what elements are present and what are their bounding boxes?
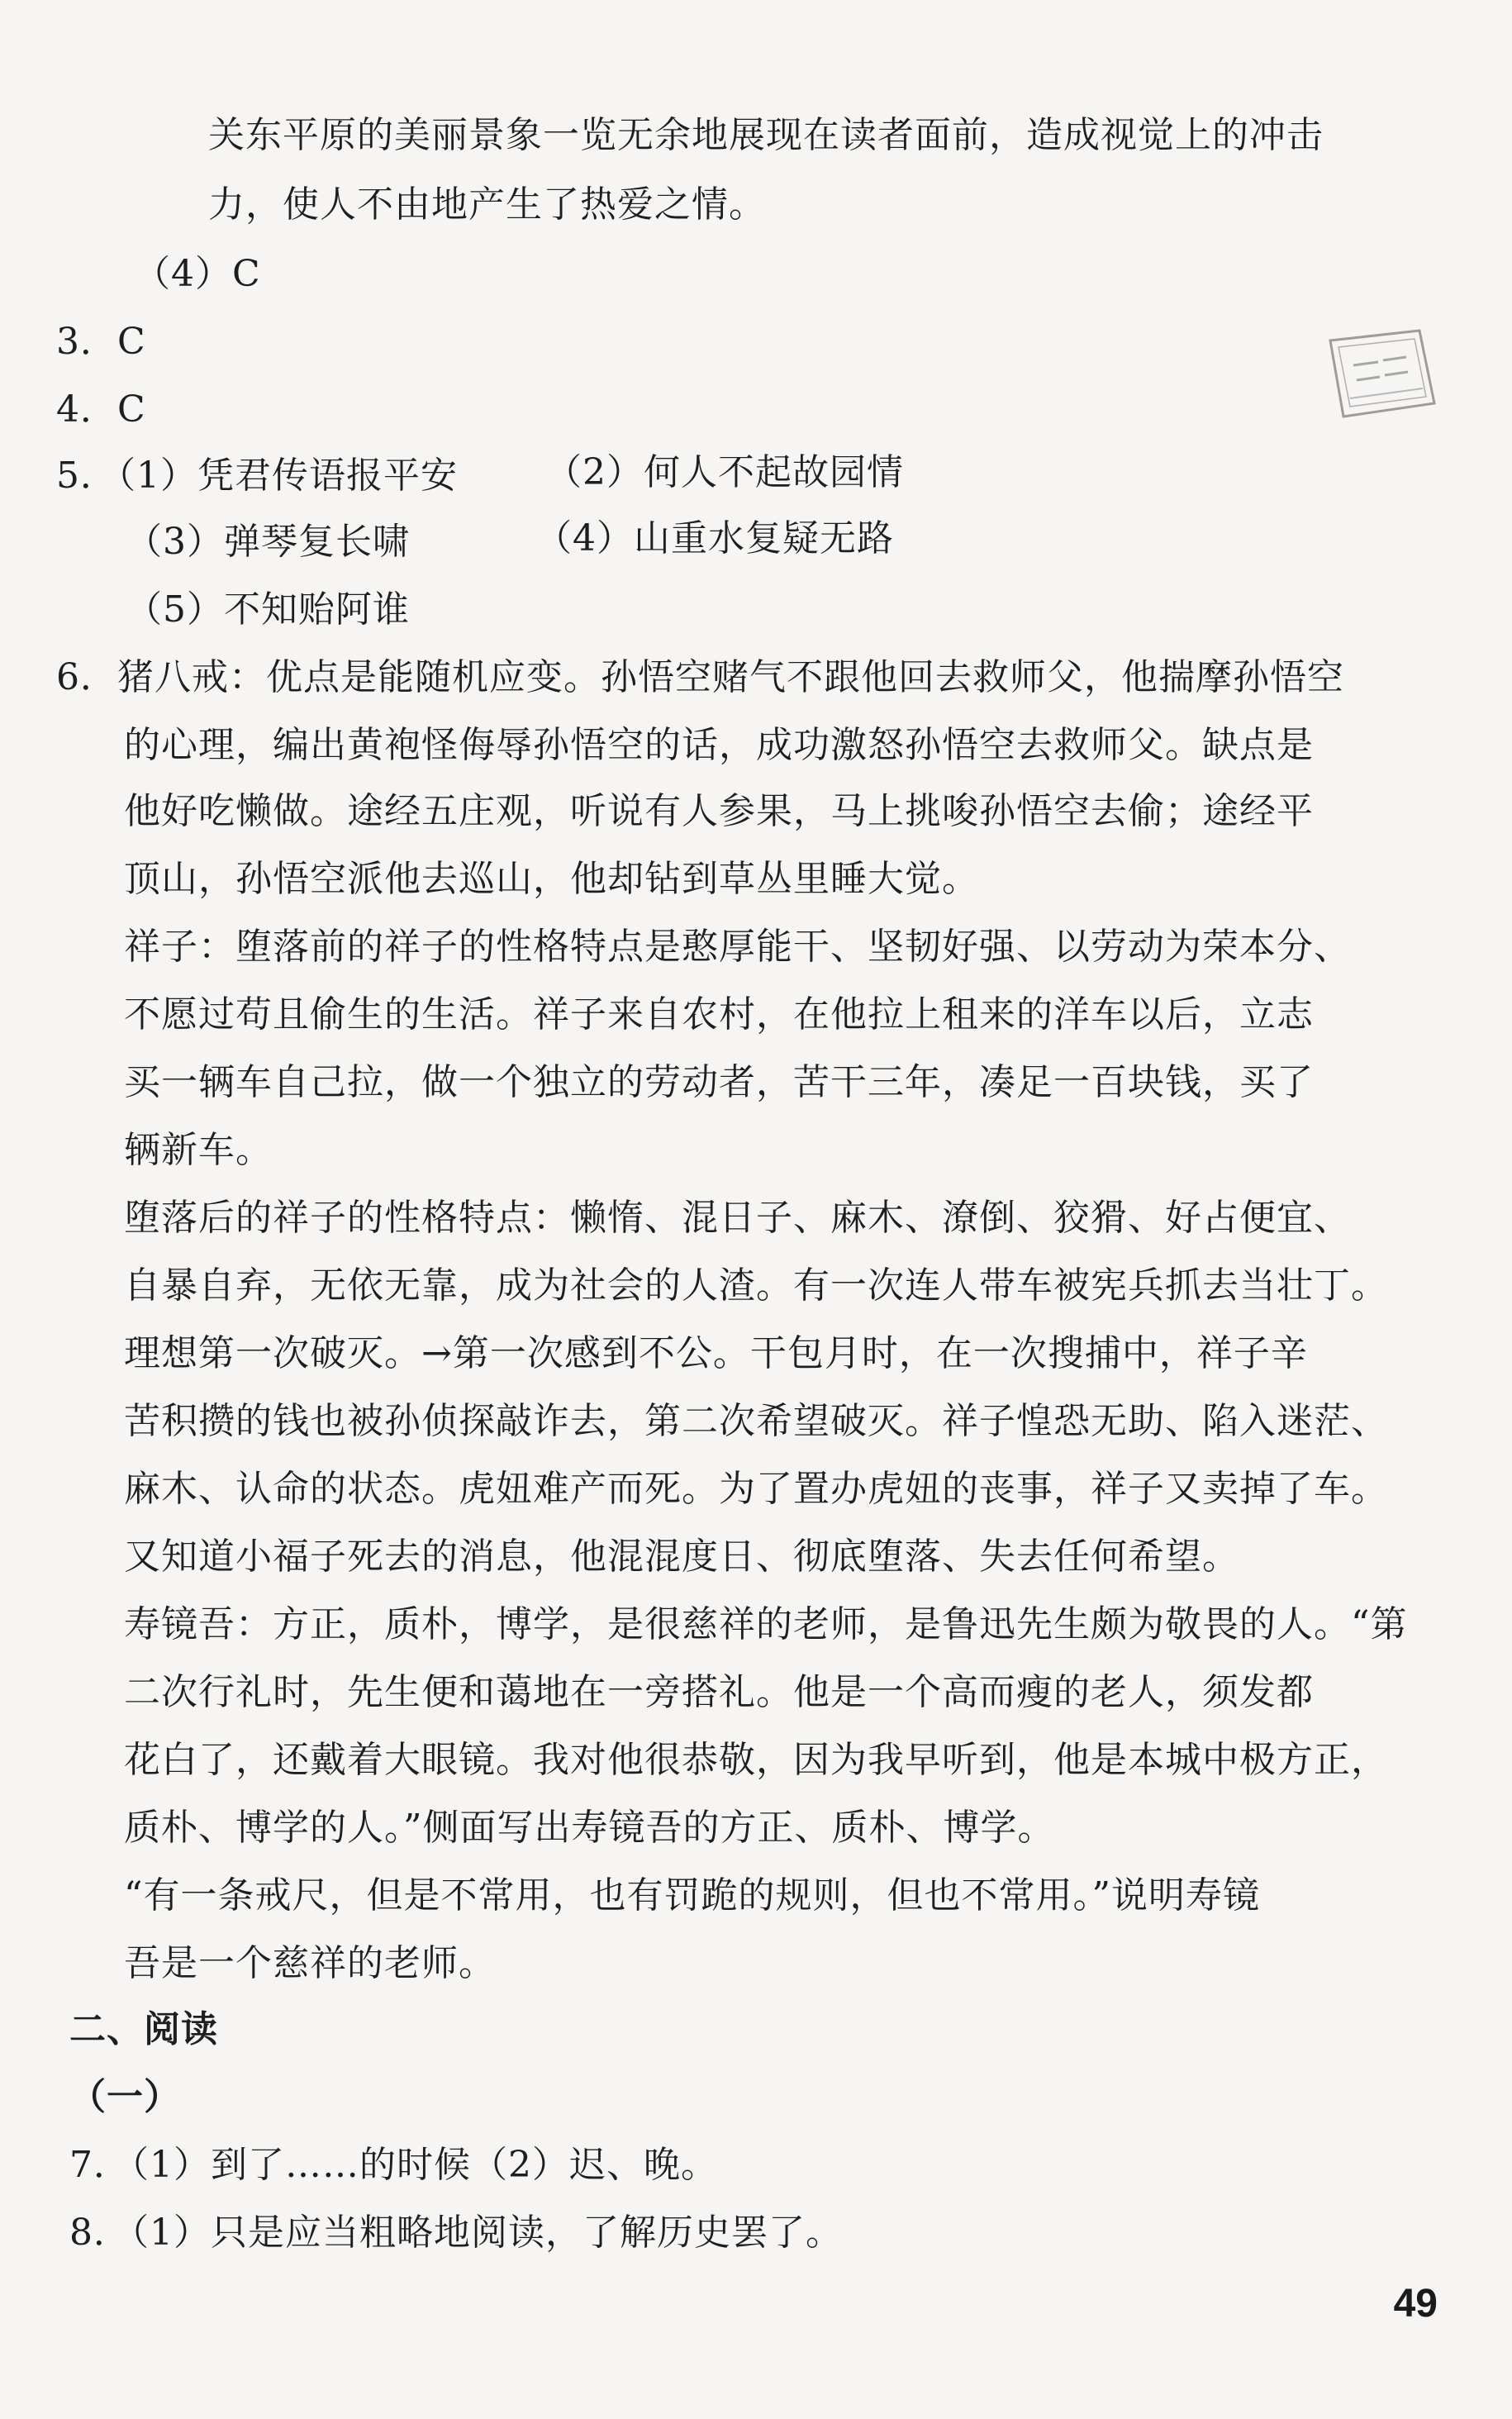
text-line: 又知道小福子死去的消息，他混混度日、彻底堕落、失去任何希望。 <box>124 1536 1239 1578</box>
answer-item: 5．（1）凭君传语报平安 <box>56 455 458 497</box>
text-line: 寿镜吾：方正，质朴，博学，是很慈祥的老师，是鲁迅先生颇为敬畏的人。“第 <box>124 1603 1408 1645</box>
answer-item: （3）弹琴复长啸 <box>126 521 410 563</box>
text-line: 麻木、认命的状态。虎妞难产而死。为了置办虎妞的丧事，祥子又卖掉了车。 <box>124 1468 1388 1510</box>
text-line: 顶山，孙悟空派他去巡山，他却钻到草丛里睡大觉。 <box>124 858 979 900</box>
text-line: “有一条戒尺，但是不常用，也有罚跪的规则，但也不常用。”说明寿镜 <box>124 1874 1260 1917</box>
answer-item: 4．C <box>56 388 146 431</box>
answer-item: 8．（1）只是应当粗略地阅读，了解历史罢了。 <box>69 2212 843 2254</box>
answer-item: （5）不知贻阿谁 <box>126 588 410 631</box>
section-heading: 二、阅读 <box>69 2008 218 2050</box>
answer-item: （4）C <box>134 253 261 295</box>
text-line: 自暴自弃，无依无靠，成为社会的人渣。有一次连人带车被宪兵抓去当壮丁。 <box>124 1264 1388 1307</box>
text-line: 质朴、博学的人。”侧面写出寿镜吾的方正、质朴、博学。 <box>124 1807 1055 1849</box>
text-line: 买一辆车自己拉，做一个独立的劳动者，苦干三年，凑足一百块钱，买了 <box>124 1061 1314 1103</box>
text-line: 辆新车。 <box>124 1129 273 1171</box>
text-line: 不愿过苟且偷生的生活。祥子来自农村，在他拉上租来的洋车以后，立志 <box>124 993 1314 1036</box>
text-line: 花白了，还戴着大眼镜。我对他很恭敬，因为我早听到，他是本城中极方正， <box>124 1739 1388 1781</box>
text-line: 力，使人不由地产生了热爱之情。 <box>208 183 766 226</box>
answer-item: 6．猪八戒：优点是能随机应变。孙悟空赌气不跟他回去救师父，他揣摩孙悟空 <box>56 656 1344 698</box>
subsection-heading: （一） <box>69 2076 181 2118</box>
text-line: 他好吃懒做。途经五庄观，听说有人参果，马上挑唆孙悟空去偷；途经平 <box>124 790 1314 832</box>
answer-item: （2）何人不起故园情 <box>545 451 904 493</box>
text-line: 理想第一次破灭。→第一次感到不公。干包月时，在一次搜捕中，祥子辛 <box>124 1332 1308 1374</box>
text-line: 关东平原的美丽景象一览无余地展现在读者面前，造成视觉上的冲击 <box>208 114 1324 156</box>
text-line: 堕落后的祥子的性格特点：懒惰、混日子、麻木、潦倒、狡猾、好占便宜、 <box>124 1197 1351 1239</box>
text-line: 二次行礼时，先生便和蔼地在一旁搭礼。他是一个高而瘦的老人，须发都 <box>124 1671 1314 1713</box>
page-number: 49 <box>1393 2282 1438 2326</box>
answer-item: 7．（1）到了……的时候（2）迟、晚。 <box>69 2144 718 2186</box>
answer-item: 3．C <box>56 321 146 363</box>
text-line: 祥子：堕落前的祥子的性格特点是憨厚能干、坚韧好强、以劳动为荣本分、 <box>124 926 1351 968</box>
stamp-icon <box>1320 324 1444 423</box>
answer-item: （4）山重水复疑无路 <box>535 517 894 560</box>
text-line: 的心理，编出黄袍怪侮辱孙悟空的话，成功激怒孙悟空去救师父。缺点是 <box>124 724 1314 766</box>
text-line: 吾是一个慈祥的老师。 <box>124 1942 496 1984</box>
text-line: 苦积攒的钱也被孙侦探敲诈去，第二次希望破灭。祥子惶恐无助、陷入迷茫、 <box>124 1400 1388 1442</box>
